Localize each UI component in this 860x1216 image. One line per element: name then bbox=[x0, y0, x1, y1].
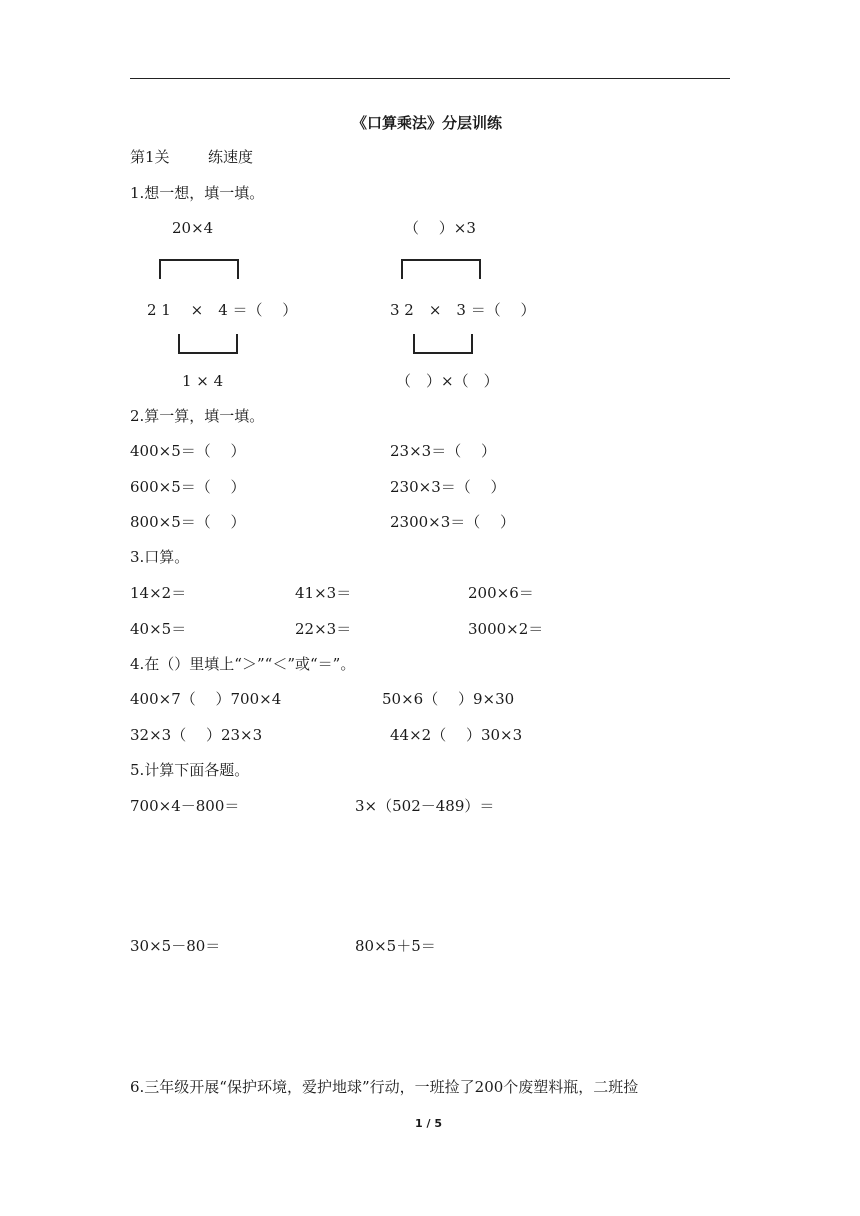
q1-left-bottom: 1 × 4 bbox=[182, 372, 224, 390]
q1-right-bottom: （ ）×（ ） bbox=[396, 372, 499, 390]
level-subtitle: 练速度 bbox=[208, 148, 254, 166]
q2-right-item: 2300×3＝（ ） bbox=[390, 513, 516, 531]
q2-heading: 2.算一算，填一填。 bbox=[130, 407, 265, 425]
q5-heading: 5.计算下面各题。 bbox=[130, 761, 250, 779]
q3-item: 200×6＝ bbox=[468, 584, 534, 602]
q1-left-bottom-bracket bbox=[178, 334, 238, 354]
q1-right-top: （ ）×3 bbox=[404, 219, 476, 237]
q1-heading: 1.想一想，填一填。 bbox=[130, 184, 265, 202]
q3-item: 40×5＝ bbox=[130, 620, 187, 638]
q3-item: 14×2＝ bbox=[130, 584, 187, 602]
q4-heading: 4.在（）里填上“＞”“＜”或“＝”。 bbox=[130, 655, 356, 673]
q3-item: 22×3＝ bbox=[295, 620, 352, 638]
page-title: 《口算乘法》分层训练 bbox=[352, 114, 503, 132]
q4-item: 44×2（ ）30×3 bbox=[390, 726, 523, 744]
q3-heading: 3.口算。 bbox=[130, 548, 190, 566]
q2-left-item: 600×5＝（ ） bbox=[130, 478, 246, 496]
level-label: 第1关 bbox=[130, 148, 170, 166]
header-rule bbox=[130, 78, 730, 79]
q2-left-item: 400×5＝（ ） bbox=[130, 442, 246, 460]
q5-item: 700×4－800＝ bbox=[130, 797, 240, 815]
q1-left-top-bracket bbox=[159, 259, 239, 279]
q1-left-top: 20×4 bbox=[172, 219, 214, 237]
q3-item: 3000×2＝ bbox=[468, 620, 544, 638]
q5-item: 3×（502－489）＝ bbox=[355, 797, 495, 815]
q5-item: 80×5＋5＝ bbox=[355, 937, 436, 955]
q1-right-bottom-bracket bbox=[413, 334, 473, 354]
q2-right-item: 23×3＝（ ） bbox=[390, 442, 496, 460]
q1-right-middle: 3 2 × 3 ＝（ ） bbox=[390, 301, 536, 319]
q2-right-item: 230×3＝（ ） bbox=[390, 478, 506, 496]
q1-right-top-bracket bbox=[401, 259, 481, 279]
q4-item: 32×3（ ）23×3 bbox=[130, 726, 263, 744]
q2-left-item: 800×5＝（ ） bbox=[130, 513, 246, 531]
q4-item: 50×6（ ）9×30 bbox=[382, 690, 515, 708]
page-number: 1 / 5 bbox=[415, 1117, 442, 1130]
q3-item: 41×3＝ bbox=[295, 584, 352, 602]
q5-item: 30×5－80＝ bbox=[130, 937, 221, 955]
q6-text: 6.三年级开展“保护环境，爱护地球”行动，一班捡了200个废塑料瓶，二班捡 bbox=[130, 1078, 639, 1096]
q4-item: 400×7（ ）700×4 bbox=[130, 690, 282, 708]
q1-left-middle: 2 1 × 4 ＝（ ） bbox=[147, 301, 298, 319]
